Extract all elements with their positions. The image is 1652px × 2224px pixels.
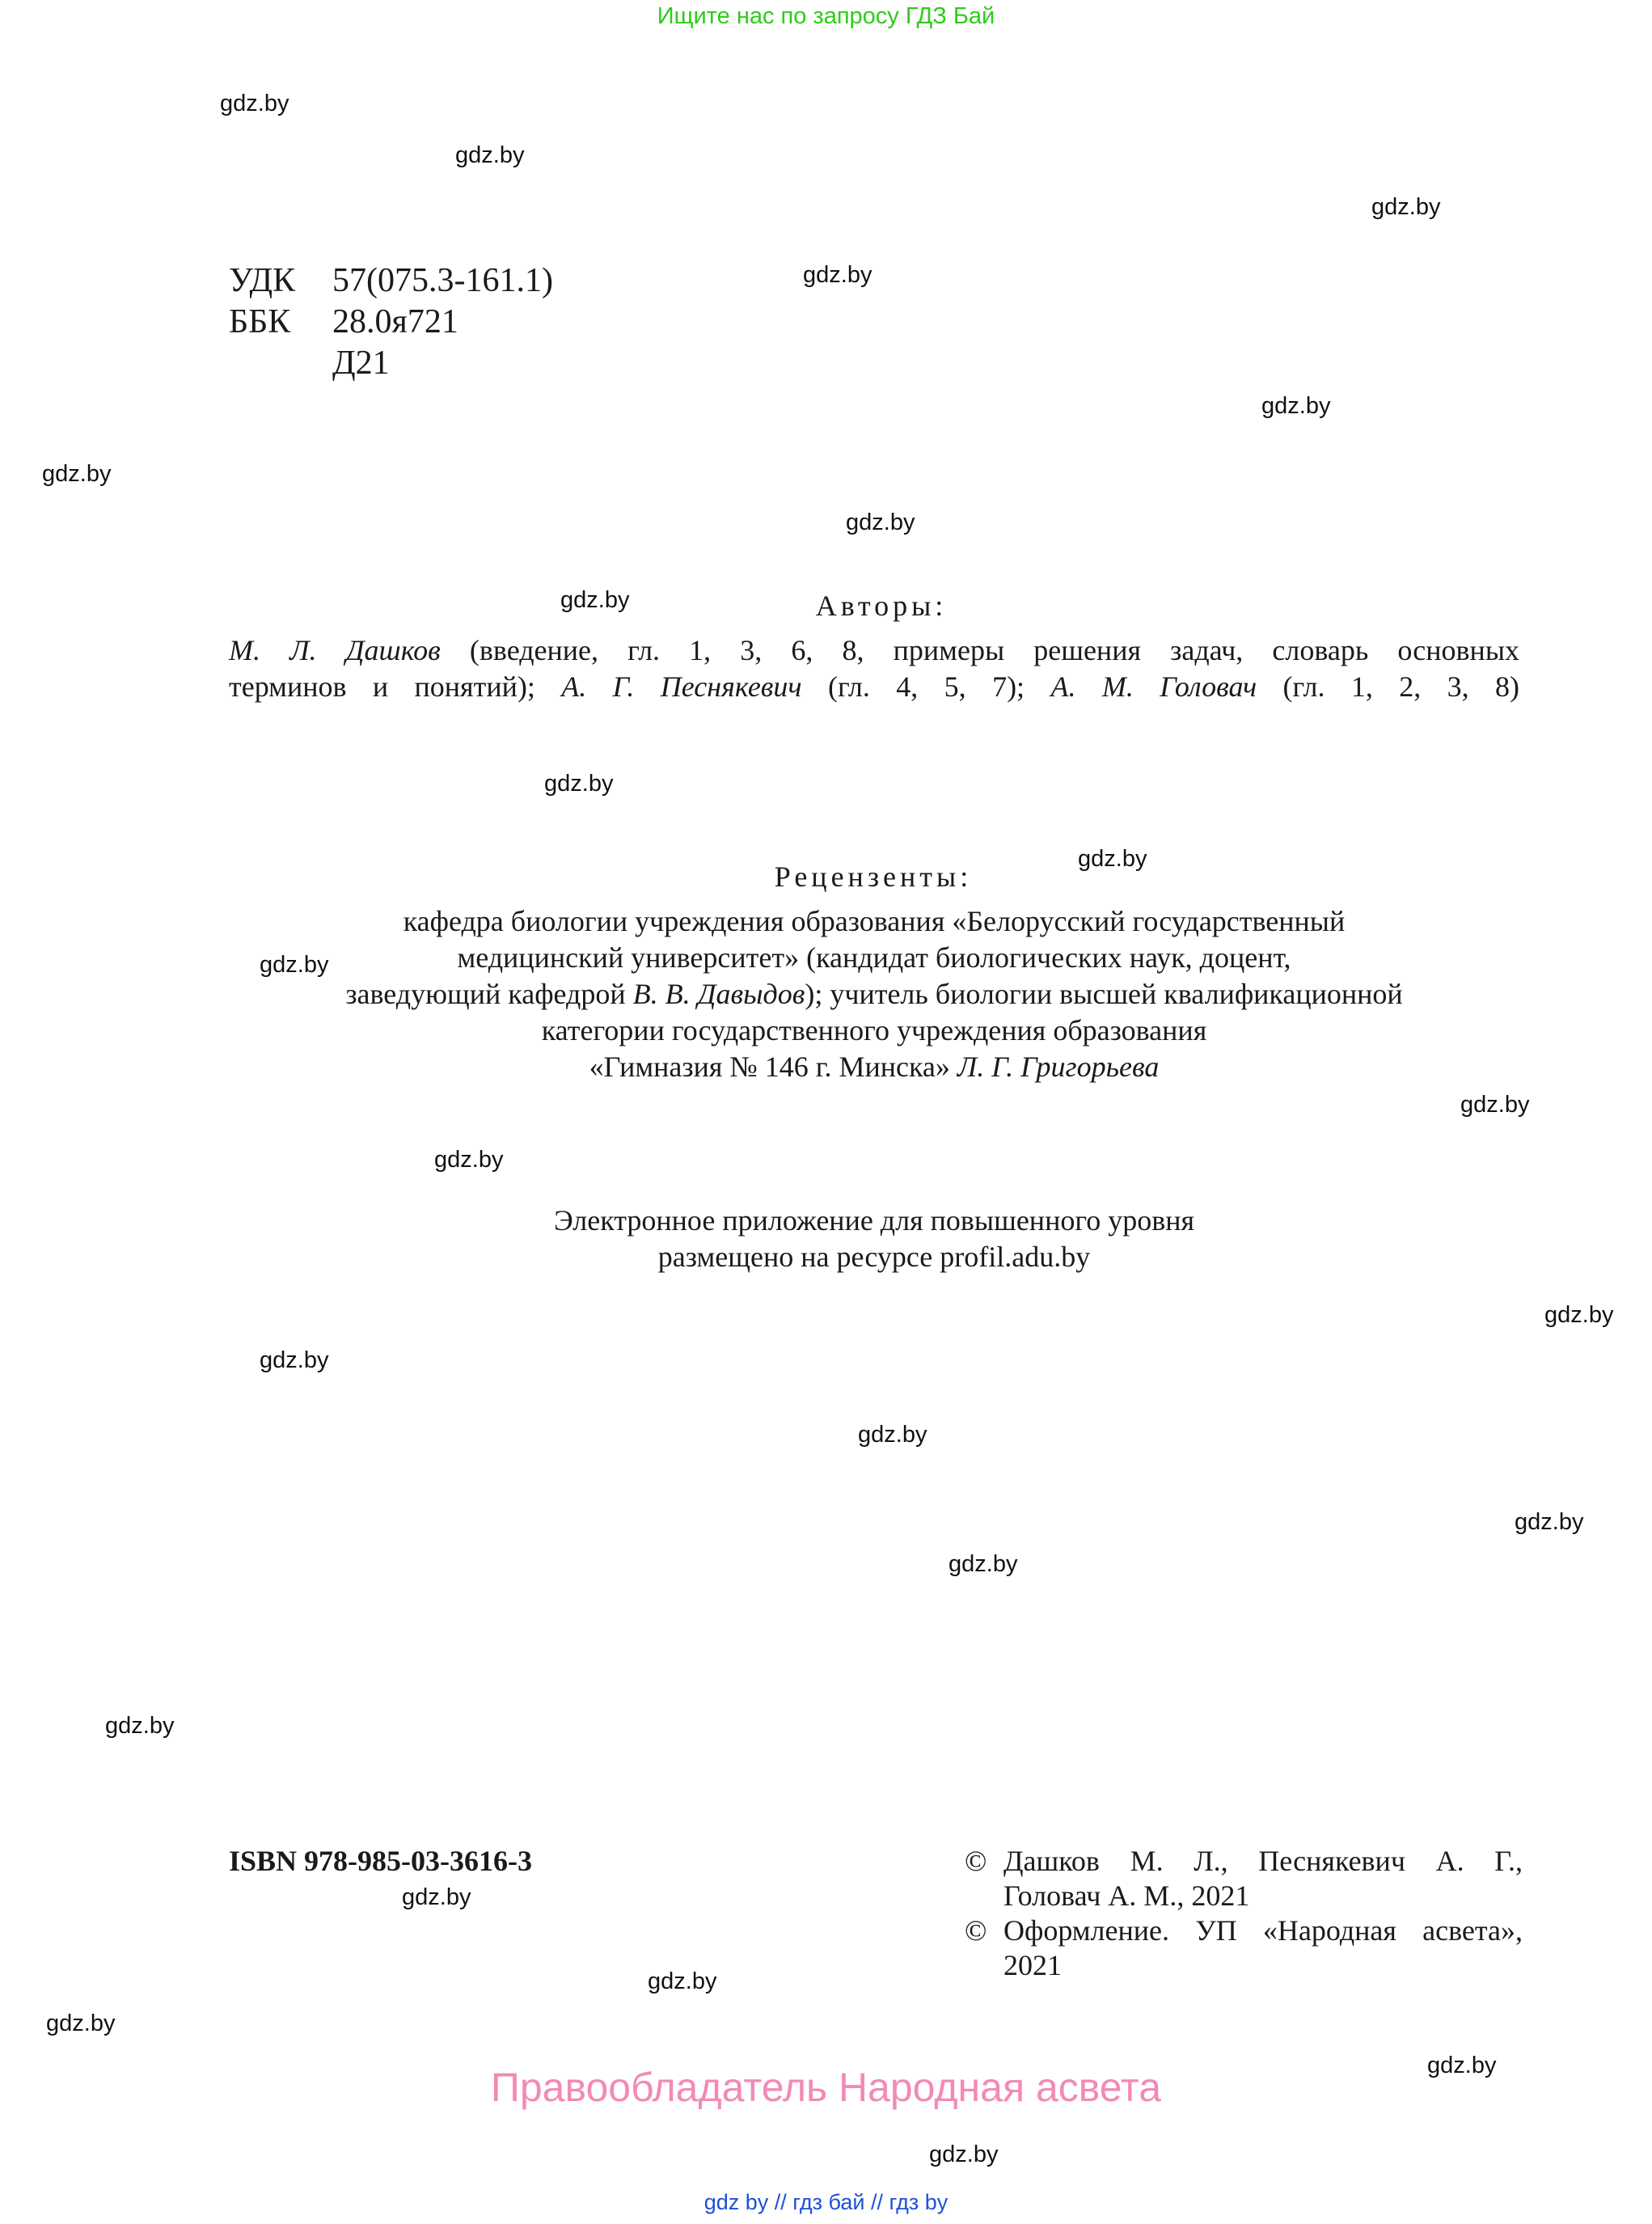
author-role: (введение, гл. 1, 3, 6, 8, примеры решения задач, словарь основных (440, 634, 1520, 666)
udk-label: УДК (229, 262, 296, 299)
watermark: gdz.by (1427, 2053, 1497, 2078)
reviewer-name: В. В. Давыдов (632, 978, 805, 1010)
reviewer-text: «Гимназия № 146 г. Минска» (589, 1051, 957, 1083)
bbk-value: 28.0я721 (332, 303, 458, 340)
watermark: gdz.by (949, 1551, 1018, 1577)
watermark: gdz.by (560, 587, 630, 613)
bbk-label: ББК (229, 303, 291, 340)
watermark: gdz.by (1371, 194, 1441, 220)
watermark: gdz.by (929, 2142, 999, 2167)
copyright-block (965, 1844, 1523, 1983)
reviewer-text: заведующий кафедрой (345, 978, 633, 1010)
watermark: gdz.by (648, 1968, 717, 1994)
eapp-line: Электронное приложение для повышенного уровня (553, 1204, 1195, 1237)
watermark: gdz.by (1515, 1509, 1584, 1535)
reviewer-line (229, 976, 1519, 1013)
watermark: gdz.by (42, 461, 112, 487)
watermark: gdz.by (1261, 393, 1331, 419)
author-role: (гл. 4, 5, 7); (801, 670, 1051, 703)
reviewer-line: кафедра биологии учреждения образования «Белорусский государственный (403, 905, 1346, 937)
author-name: А. М. Головач (1050, 670, 1257, 703)
watermark: gdz.by (1078, 846, 1147, 872)
watermark: gdz.by (402, 1884, 471, 1910)
copyright-line: Оформление. УП «Народная асвета», (1003, 1914, 1523, 1947)
watermark: gdz.by (846, 509, 915, 535)
copyright-line: Дашков М. Л., Песнякевич А. Г., (1003, 1845, 1523, 1877)
copyright-icon: © (965, 1914, 987, 1947)
electronic-appendix-note (229, 1203, 1519, 1275)
isbn: ISBN 978-985-03-3616-3 (229, 1845, 532, 1877)
watermark: gdz.by (803, 262, 872, 288)
copyright-icon: © (965, 1845, 987, 1877)
author-code: Д21 (332, 345, 390, 382)
reviewer-text: ); учитель биологии высшей квалификационной (805, 978, 1403, 1010)
author-role: терминов и понятий); (229, 670, 562, 703)
reviewer-name: Л. Г. Григорьева (957, 1051, 1160, 1083)
watermark: gdz.by (260, 952, 329, 978)
watermark: gdz.by (1460, 1092, 1530, 1118)
watermark: gdz.by (858, 1422, 927, 1448)
watermark: gdz.by (220, 91, 289, 116)
author-role: (гл. 1, 2, 3, 8) (1257, 670, 1519, 703)
watermark: gdz.by (46, 2010, 116, 2036)
watermark: gdz.by (455, 142, 525, 168)
author-name: М. Л. Дашков (229, 634, 441, 666)
copyright-line: Головач А. М., 2021 (1003, 1879, 1250, 1912)
reviewer-line (229, 1049, 1519, 1085)
eapp-line: размещено на ресурсе profil.adu.by (657, 1241, 1091, 1273)
reviewer-line: категории государственного учреждения образования (541, 1014, 1207, 1046)
watermark: gdz.by (260, 1347, 329, 1373)
watermark: gdz.by (434, 1147, 504, 1173)
watermark: gdz.by (105, 1713, 175, 1739)
udk-value: 57(075.3-161.1) (332, 262, 553, 299)
reviewers-text (229, 903, 1519, 1085)
classification-block (229, 260, 553, 384)
authors-text (229, 632, 1519, 705)
watermark: gdz.by (1544, 1302, 1614, 1328)
copyright-line: 2021 (1003, 1949, 1062, 1981)
rights-holder-notice: Правообладатель Народная асвета (490, 2065, 1162, 2110)
reviewers-heading: Рецензенты: (774, 860, 973, 893)
authors-heading: Авторы: (815, 590, 948, 622)
watermark: gdz.by (544, 771, 614, 797)
reviewer-line: медицинский университет» (кандидат биологических наук, доцент, (457, 941, 1291, 974)
author-name: А. Г. Песнякевич (561, 670, 802, 703)
top-search-banner[interactable]: Ищите нас по запросу ГДЗ Бай (657, 3, 995, 29)
bottom-links[interactable]: gdz by // гдз бай // гдз by (703, 2190, 949, 2214)
